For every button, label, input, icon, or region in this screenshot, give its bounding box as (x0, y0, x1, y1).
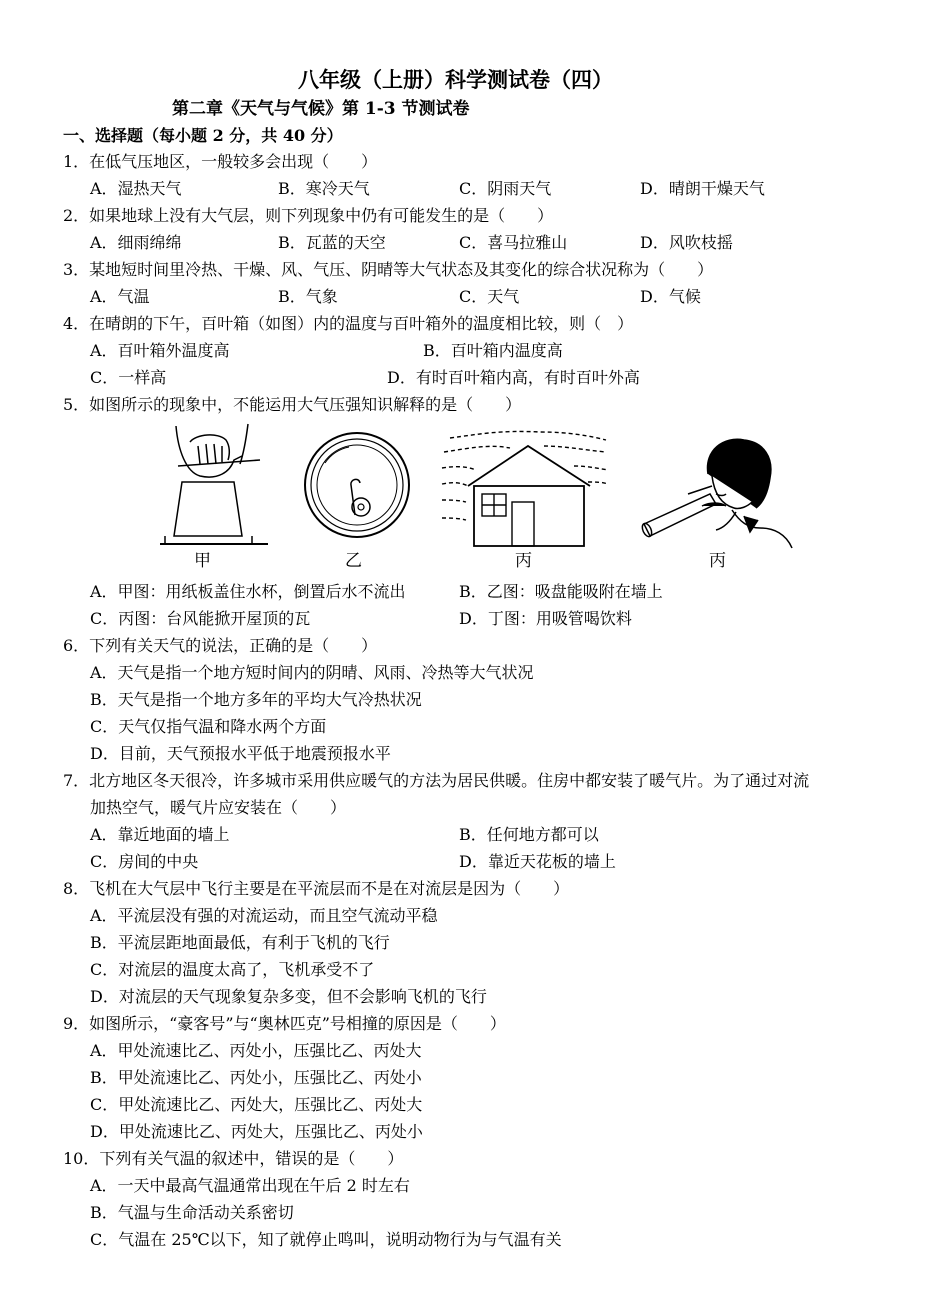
option: B．甲处流速比乙、丙处小，压强比乙、丙处小 (90, 1068, 422, 1087)
cup-cardboard-illustration (160, 420, 270, 548)
question-stem: 9．如图所示，“豪客号”与“奥林匹克”号相撞的原因是（ ） (63, 1014, 506, 1033)
option: A．细雨绵绵 (90, 233, 182, 252)
question-stem: 1．在低气压地区，一般较多会出现（ ） (63, 152, 378, 171)
option: D．有时百叶箱内高，有时百叶外高 (387, 368, 640, 387)
option: D．风吹枝摇 (640, 233, 733, 252)
option: A．甲图：用纸板盖住水杯，倒置后水不流出 (90, 582, 406, 601)
suction-cup-illustration (303, 423, 411, 547)
option: A．一天中最高气温通常出现在午后 2 时左右 (90, 1176, 410, 1195)
option: C．天气仅指气温和降水两个方面 (90, 717, 327, 736)
option: B．天气是指一个地方多年的平均大气冷热状况 (90, 690, 422, 709)
option: D．晴朗干燥天气 (640, 179, 765, 198)
option: A．平流层没有强的对流运动，而且空气流动平稳 (90, 906, 438, 925)
section-heading: 一、选择题（每小题 2 分，共 40 分） (63, 126, 343, 145)
option: B．瓦蓝的天空 (278, 233, 386, 252)
option: A．百叶箱外温度高 (90, 341, 230, 360)
page-title: 八年级（上册）科学测试卷（四） (298, 67, 613, 92)
figure-label: 甲 (194, 551, 211, 571)
option: C．一样高 (90, 368, 167, 387)
option: D．甲处流速比乙、丙处大，压强比乙、丙处小 (90, 1122, 423, 1141)
option: A．气温 (90, 287, 150, 306)
option: C．对流层的温度太高了，飞机承受不了 (90, 960, 375, 979)
figure-label: 乙 (345, 551, 362, 571)
figure-label: 丙 (515, 551, 532, 571)
boy-drinking-straw-illustration (640, 432, 800, 550)
option: B．寒冷天气 (278, 179, 370, 198)
option: C．房间的中央 (90, 852, 199, 871)
question-stem: 2．如果地球上没有大气层，则下列现象中仍有可能发生的是（ ） (63, 206, 554, 225)
option: D．气候 (640, 287, 701, 306)
option: B．气温与生命活动关系密切 (90, 1203, 294, 1222)
option: D．目前，天气预报水平低于地震预报水平 (90, 744, 391, 763)
option: D．丁图：用吸管喝饮料 (459, 609, 632, 628)
option: D．靠近天花板的墙上 (459, 852, 616, 871)
option: D．对流层的天气现象复杂多变，但不会影响飞机的飞行 (90, 987, 487, 1006)
question-stem: 5．如图所示的现象中，不能运用大气压强知识解释的是（ ） (63, 395, 522, 414)
option: C．甲处流速比乙、丙处大，压强比乙、丙处大 (90, 1095, 423, 1114)
question-stem: 7．北方地区冬天很冷，许多城市采用供应暖气的方法为居民供暖。住房中都安装了暖气片。为了通过对流 (63, 771, 810, 790)
question-stem-continued: 加热空气，暖气片应安装在（ ） (90, 798, 347, 817)
option: C．喜马拉雅山 (459, 233, 568, 252)
option: B．气象 (278, 287, 338, 306)
question-stem: 4．在晴朗的下午，百叶箱（如图）内的温度与百叶箱外的温度相比较，则（ ） (63, 314, 634, 333)
question-stem: 10．下列有关气温的叙述中，错误的是（ ） (63, 1149, 404, 1168)
option: A．湿热天气 (90, 179, 182, 198)
question-stem: 3．某地短时间里冷热、干燥、风、气压、阴晴等大气状态及其变化的综合状况称为（ ） (63, 260, 714, 279)
figure-label: 丙 (709, 551, 726, 571)
option: B．任何地方都可以 (459, 825, 599, 844)
option: C．丙图：台风能掀开屋顶的瓦 (90, 609, 311, 628)
option: A．甲处流速比乙、丙处小，压强比乙、丙处大 (90, 1041, 422, 1060)
option: C．阴雨天气 (459, 179, 552, 198)
question-stem: 8．飞机在大气层中飞行主要是在平流层而不是在对流层是因为（ ） (63, 879, 570, 898)
option: B．平流层距地面最低，有利于飞机的飞行 (90, 933, 390, 952)
typhoon-house-illustration (440, 422, 610, 550)
option: A．靠近地面的墙上 (90, 825, 230, 844)
option: B．百叶箱内温度高 (423, 341, 563, 360)
option: C．天气 (459, 287, 520, 306)
option: C．气温在 25℃以下，知了就停止鸣叫，说明动物行为与气温有关 (90, 1230, 562, 1249)
option: B．乙图：吸盘能吸附在墙上 (459, 582, 663, 601)
page-subtitle: 第二章《天气与气候》第 1-3 节测试卷 (172, 99, 470, 119)
option: A．天气是指一个地方短时间内的阴晴、风雨、冷热等大气状况 (90, 663, 534, 682)
question-stem: 6．下列有关天气的说法，正确的是（ ） (63, 636, 378, 655)
